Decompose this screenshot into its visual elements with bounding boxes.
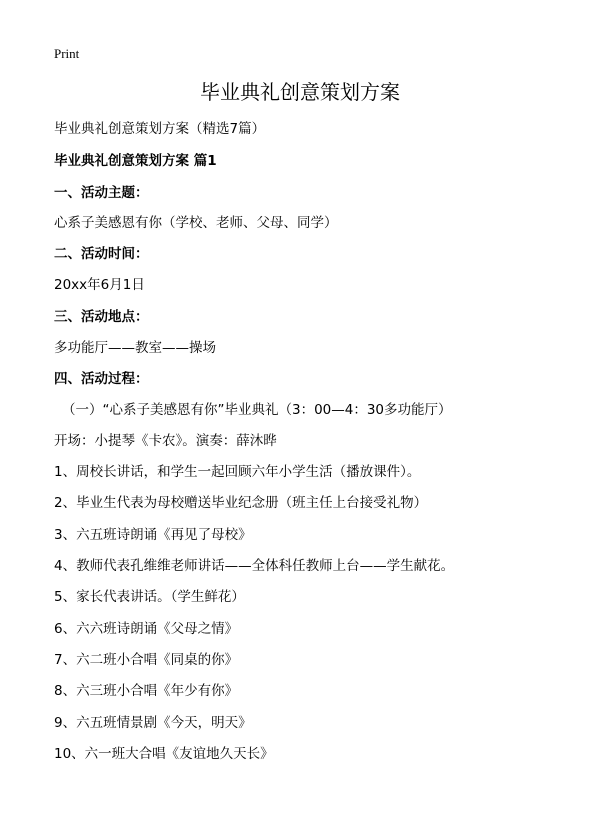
opening-line: 开场：小提琴《卡农》。演奏：薛沐晔 [54, 433, 277, 449]
program-item: 1、周校长讲话，和学生一起回顾六年小学生活（播放课件）。 [54, 464, 421, 480]
document-subtitle: 毕业典礼创意策划方案（精选7篇） [54, 121, 266, 137]
program-item: 9、六五班情景剧《今天，明天》 [54, 715, 252, 731]
program-item: 4、教师代表孔维维老师讲话——全体科任教师上台——学生献花。 [54, 558, 455, 574]
section-time-heading: 二、活动时间： [54, 246, 149, 262]
section-time-text: 20xx年6月1日 [54, 277, 145, 293]
program-item: 2、毕业生代表为母校赠送毕业纪念册（班主任上台接受礼物） [54, 495, 428, 511]
program-item: 8、六三班小合唱《年少有你》 [54, 683, 239, 699]
part-heading: 毕业典礼创意策划方案 篇1 [54, 153, 217, 169]
section-theme-text: 心系子美感恩有你（学校、老师、父母、同学） [54, 215, 338, 231]
program-item: 10、六一班大合唱《友谊地久天长》 [54, 746, 274, 762]
section-place-text: 多功能厅——教室——操场 [54, 340, 216, 356]
program-item: 6、六六班诗朗诵《父母之情》 [54, 621, 239, 637]
program-item: 5、家长代表讲话。（学生鲜花） [54, 589, 245, 605]
program-item: 7、六二班小合唱《同桌的你》 [54, 652, 239, 668]
process-subsection: （一）“心系子美感恩有你”毕业典礼（3：00—4：30多功能厅） [62, 402, 452, 418]
document-title: 毕业典礼创意策划方案 [200, 80, 400, 104]
print-label: Print [54, 46, 80, 61]
program-item: 3、六五班诗朗诵《再见了母校》 [54, 527, 252, 543]
section-process-heading: 四、活动过程： [54, 371, 149, 387]
section-place-heading: 三、活动地点： [54, 309, 149, 325]
section-theme-heading: 一、活动主题： [54, 185, 149, 201]
